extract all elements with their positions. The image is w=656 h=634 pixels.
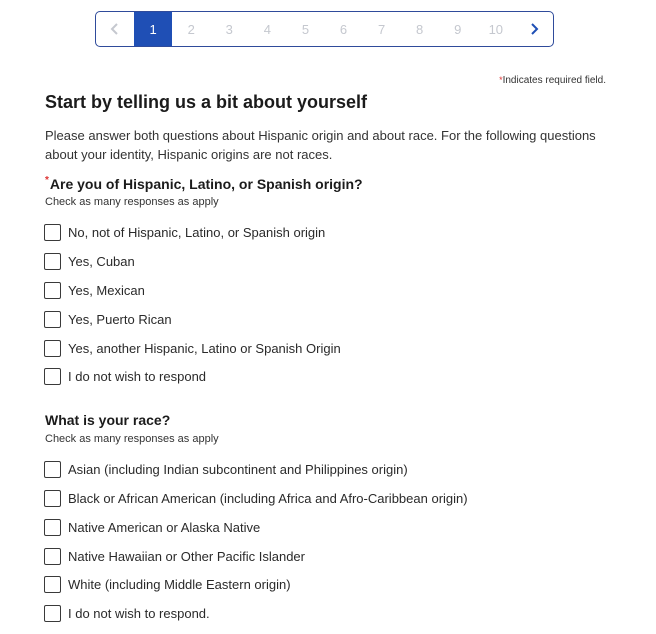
race-option[interactable] <box>44 459 408 479</box>
checkbox[interactable] <box>44 576 61 593</box>
page-title: Start by telling us a bit about yourself <box>45 92 368 112</box>
page-button-9[interactable]: 9 <box>454 21 462 37</box>
race-option[interactable] <box>44 488 468 508</box>
checkbox[interactable] <box>44 461 61 478</box>
required-star: * <box>499 75 503 85</box>
checkbox[interactable] <box>44 282 61 299</box>
page-button-1[interactable]: 1 <box>134 12 172 46</box>
intro-text: Please answer both questions about Hispanic origin and about race. For the following questions about your identity, Hispanic origins are not races. <box>45 128 596 162</box>
race-option[interactable] <box>44 517 260 537</box>
page-button-8[interactable]: 8 <box>416 21 424 37</box>
hispanic-option[interactable] <box>44 338 341 358</box>
race-option[interactable] <box>44 546 305 566</box>
hispanic-option[interactable] <box>44 309 172 329</box>
checkbox[interactable] <box>44 311 61 328</box>
required-field-note <box>499 75 606 86</box>
checkbox-label: No, not of Hispanic, Latino, or Spanish origin <box>68 224 326 240</box>
chevron-right-icon <box>529 23 539 35</box>
next-page-button[interactable] <box>515 12 553 46</box>
checkbox-label: White (including Middle Eastern origin) <box>68 576 291 592</box>
page-button-5[interactable]: 5 <box>301 21 310 37</box>
checkbox-label: Yes, Cuban <box>68 253 135 269</box>
checkbox-label: Native American or Alaska Native <box>68 519 261 535</box>
checkbox[interactable] <box>44 253 61 270</box>
hispanic-option[interactable] <box>44 251 135 271</box>
checkbox-label: I do not wish to respond. <box>68 605 210 621</box>
chevron-left-icon <box>110 23 120 35</box>
race-question-label: What is your race? <box>45 412 171 428</box>
hispanic-question-hint: Check as many responses as apply <box>45 196 219 208</box>
page-button-4[interactable]: 4 <box>263 21 271 37</box>
pagination <box>95 11 554 47</box>
checkbox[interactable] <box>44 340 61 357</box>
hispanic-question-text: Are you of Hispanic, Latino, or Spanish origin? <box>49 176 363 192</box>
page-button-2[interactable]: 2 <box>187 21 195 37</box>
checkbox[interactable] <box>44 490 61 507</box>
checkbox[interactable] <box>44 519 61 536</box>
checkbox[interactable] <box>44 224 61 241</box>
required-star: * <box>45 175 49 186</box>
checkbox-label: I do not wish to respond <box>68 368 207 384</box>
prev-page-button[interactable] <box>96 12 134 46</box>
race-option[interactable] <box>44 574 291 594</box>
page-button-6[interactable]: 6 <box>339 21 348 37</box>
page-button-3[interactable]: 3 <box>225 21 233 37</box>
checkbox-label: Yes, another Hispanic, Latino or Spanish Origin <box>68 340 341 356</box>
hispanic-question-label <box>45 176 363 192</box>
page-button-10[interactable]: 10 <box>488 21 504 37</box>
checkbox-label: Black or African American (including Africa and Afro-Caribbean origin) <box>68 490 468 506</box>
race-option[interactable] <box>44 603 210 623</box>
checkbox[interactable] <box>44 605 61 622</box>
hispanic-option[interactable] <box>44 222 325 242</box>
checkbox-label: Asian (including Indian subcontinent and Philippines origin) <box>68 461 408 477</box>
checkbox[interactable] <box>44 368 61 385</box>
hispanic-option[interactable] <box>44 366 206 386</box>
checkbox-label: Native Hawaiian or Other Pacific Islander <box>68 548 305 564</box>
page-button-7[interactable]: 7 <box>377 21 386 37</box>
required-note-text: Indicates required field. <box>502 75 606 86</box>
race-question-hint: Check as many responses as apply <box>45 433 219 445</box>
checkbox[interactable] <box>44 548 61 565</box>
hispanic-option[interactable] <box>44 280 145 300</box>
checkbox-label: Yes, Mexican <box>68 282 145 298</box>
checkbox-label: Yes, Puerto Rican <box>68 311 172 327</box>
